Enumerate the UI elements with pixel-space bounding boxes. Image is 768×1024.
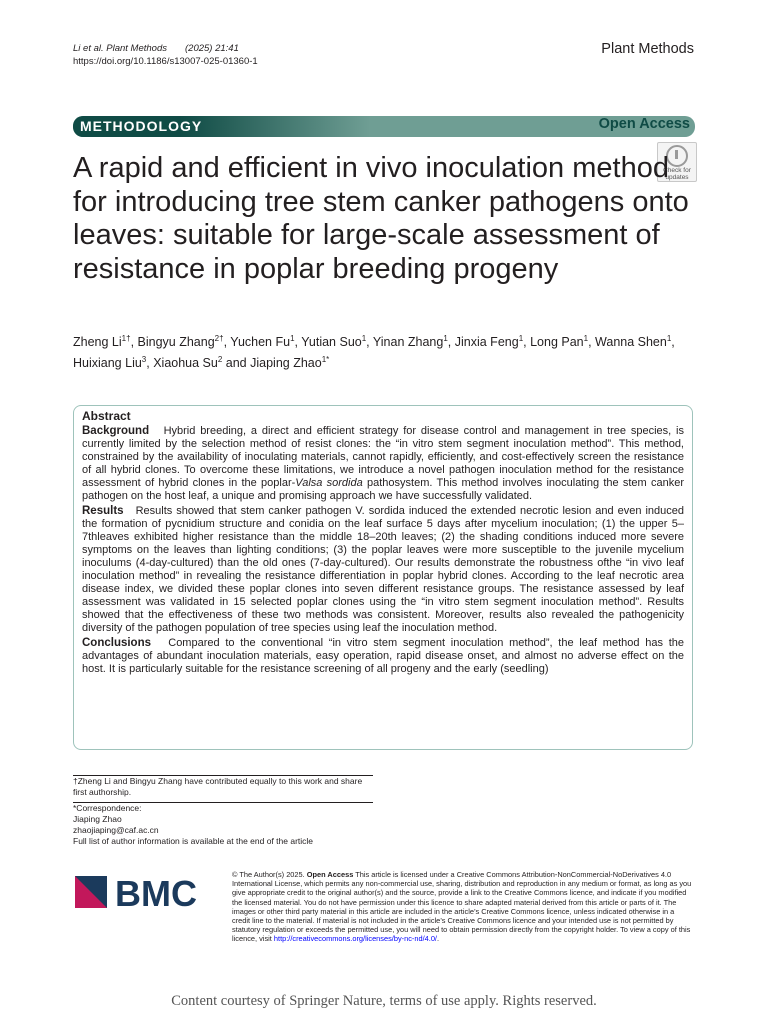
citation-header — [73, 42, 258, 68]
author-affiliation: 2† — [214, 334, 224, 343]
author-affiliation: 1 — [583, 334, 589, 343]
bmc-logo-text: BMC — [115, 873, 197, 912]
abstract-heading: Abstract — [82, 409, 131, 423]
citation-authors: Li et al. Plant Methods — [73, 43, 167, 54]
author-separator: , — [294, 335, 302, 350]
license-url[interactable]: http://creativecommons.org/licenses/by-nc-nd/4.0/ — [273, 934, 437, 944]
author-name: Xiaohua Su — [153, 356, 218, 371]
author-separator: , — [223, 335, 231, 350]
equal-contribution-line1: †Zheng Li and Bingyu Zhang have contributed equally to this work and share — [73, 776, 363, 786]
author-name: Bingyu Zhang — [137, 335, 215, 350]
author-affiliation: 1 — [290, 334, 295, 343]
author-name: Long Pan — [530, 335, 584, 350]
author-name: Yinan Zhang — [372, 335, 444, 350]
conclusions-text: Compared to the conventional “in vitro stem segment inoculation method”, the leaf method has the advantages of abundant inoculation materials, easy operation, rapid disease onset, and almost no adverse effect on the host. It is particularly suitable for the resistance screening of all progeny and the early (seedling) — [82, 637, 685, 675]
bmc-logo — [75, 872, 210, 912]
author-name: Yutian Suo — [301, 335, 362, 350]
author-affiliation: 1† — [121, 334, 131, 343]
conclusions-label: Conclusions — [82, 637, 152, 649]
author-affiliation: 3 — [141, 355, 147, 365]
author-affiliation: 1 — [666, 334, 672, 343]
author-name: Zheng Li — [73, 335, 122, 350]
author-name: Wanna Shen — [595, 335, 667, 350]
abstract-background — [82, 425, 684, 503]
section-banner-gradient — [180, 116, 370, 137]
correspondence-name: Jiaping Zhao — [73, 814, 122, 824]
license-text: This article is licensed under a Creative Commons Attribution-NonCommercial-NoDerivatives 4.0 International License, which permits any non-commercial use, sharing, distribution and reproduction in any medium or format, as long as you give appropriate credit to the original author(s) and the source, provide a link to the Creative Commons licence, and indicate if you modified the licensed material. You do not have permission under this licence to share adapted material derived from this article or parts of it. The images or other third party material in this article are included in the article’s Creative Commons licence, unless indicated otherwise in a credit line to the material. If material is not included in the article’s Creative Commons licence and your intended use is not permitted by statutory regulation or exceeds the permitted use, you will need to obtain permission directly from the copyright holder. To view a copy of this licence, visit — [232, 870, 692, 944]
background-label: Background — [82, 425, 150, 437]
correspondence-label: *Correspondence: — [73, 803, 142, 813]
background-text-end: pathosystem. This method involves inoculating the stem canker pathogen on the host leaf, a unique and promising approach we have successfully validated. — [82, 477, 684, 502]
doi-link[interactable]: https://doi.org/10.1186/s13007-025-01360-1 — [73, 56, 258, 67]
background-text: Hybrid breeding, a direct and efficient strategy for disease control and management in tree species, is currently limited by the selection method of resist clones: the “in vitro stem segment inoculation method”. This method, constrained by the availability of inoculating materials, cannot rapidly, efficiently, and cost-effectively screen the resistance of all hybrid clones. To overcome these limitations, we introduce a novel pathogen inoculation method for the resistance assessment of hybrid clones in the poplar- — [82, 425, 684, 489]
author-affiliation: 1 — [443, 334, 448, 343]
results-label: Results — [82, 505, 124, 517]
author-affiliation: 1* — [321, 355, 330, 365]
author-list — [73, 330, 695, 372]
author-affiliation: 1 — [518, 334, 524, 343]
author-separator: , — [447, 335, 455, 350]
footnotes — [73, 775, 373, 847]
correspondence-email[interactable]: zhaojiaping@caf.ac.cn — [73, 825, 159, 835]
author-separator: , — [671, 335, 675, 350]
license-end: . — [436, 934, 440, 944]
copyright-lead: © The Author(s) 2025. — [232, 870, 305, 879]
author-name: Huixiang Liu — [73, 356, 142, 371]
journal-name: Plant Methods — [601, 41, 694, 57]
author-name: Jiaping Zhao — [250, 356, 322, 371]
abstract-box — [73, 405, 693, 750]
author-separator: , — [146, 356, 154, 371]
author-name: Jinxia Feng — [454, 335, 519, 350]
section-label: METHODOLOGY — [80, 118, 203, 134]
abstract-conclusions — [82, 637, 684, 676]
author-separator: , — [588, 335, 596, 350]
equal-contribution-line2: first authorship. — [73, 787, 132, 797]
license-open-access: Open Access — [306, 870, 354, 879]
update-badge-line1: Check for — [663, 167, 691, 174]
author-name: Yuchen Fu — [230, 335, 291, 350]
results-text: Results showed that stem canker pathogen V. sordida induced the extended necrotic lesion and even induced the formation of pycnidium structure and conidia on the leaf surface 5 days after mycelium inoculation; (1) the upper 5–7thleaves exhibited higher resistance than the middle 18–20th leaves; (2) the shading conditions induced more severe symptoms on the leaves than lighting conditions; (3) the poplar leaves were more susceptible to the juvenile mycelium inoculums (4-day-cultured) than the old ones (7-day-cultured). Our results demonstrate the robustness ofthe “in vivo leaf inoculation method” in revealing the resistance differentiation in poplar hybrid clones. According to the leaf necrotic area disease index, we divided these poplar clones into seven different resistance groups. The resistance assessed by leaf assessment was validated in 15 selected poplar clones using the “in vitro stem segment inoculation method”. Results showed that the effectiveness of these two methods was consistent. Moreover, results also revealed the pathogenicity diversity of the pathogen population of tree species using leaf the inoculation method. — [82, 505, 685, 634]
author-separator: , — [523, 335, 531, 350]
citation-year: (2025) 21:41 — [185, 43, 239, 54]
author-affiliation: 2 — [217, 355, 223, 365]
author-separator: and — [222, 356, 251, 371]
author-separator: , — [130, 335, 138, 350]
author-affiliation: 1 — [361, 334, 367, 343]
license-statement — [232, 870, 694, 944]
background-species: Valsa sordida — [295, 477, 363, 489]
article-title: A rapid and efficient in vivo inoculation method for introducing tree stem canker pathogens onto leaves: suitable for large-scale assessment of resistance in poplar breeding progeny — [73, 152, 689, 285]
author-separator: , — [366, 335, 373, 350]
abstract-results — [82, 505, 684, 635]
update-badge-line2: updates — [665, 174, 689, 181]
courtesy-notice: Content courtesy of Springer Nature, terms of use apply. Rights reserved. — [171, 993, 597, 1009]
affiliation-note: Full list of author information is available at the end of the article — [73, 836, 314, 846]
open-access-label: Open Access — [598, 116, 690, 132]
